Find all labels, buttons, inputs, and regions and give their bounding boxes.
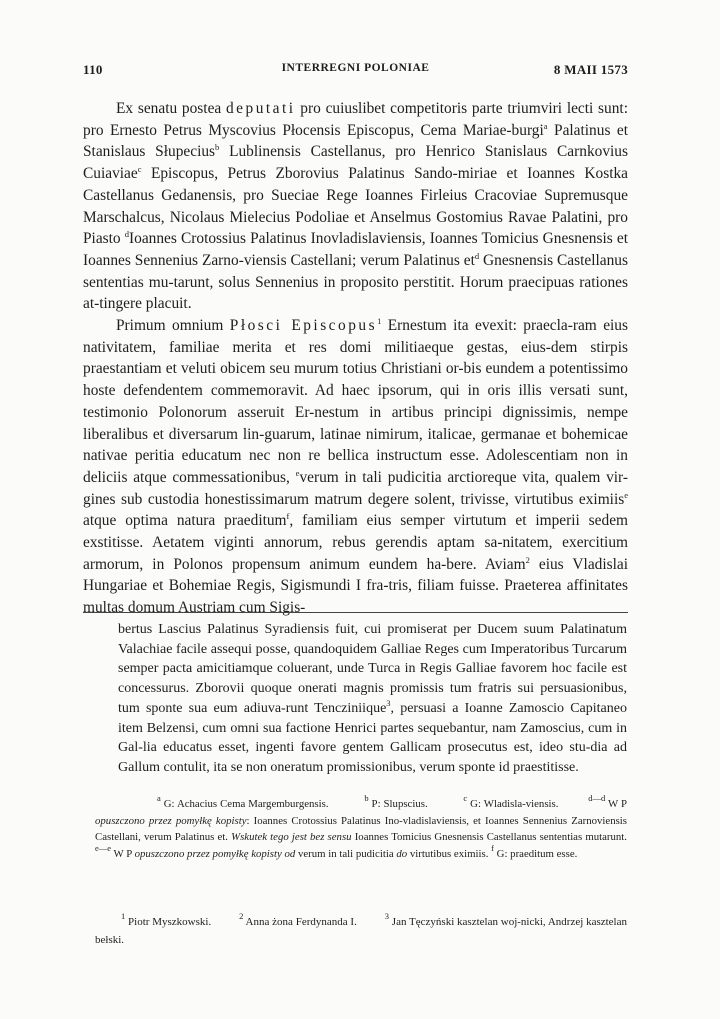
editorial-comment: Wskutek tego jest bez sensu xyxy=(231,831,352,844)
header-date: 8 MAII 1573 xyxy=(553,62,628,77)
text-run: Palatinus et Stanislaus Słupecius xyxy=(83,121,628,161)
apparatus-mark-b: b xyxy=(364,793,369,803)
text-run: verum in tali pudicitia arctioreque vita, qualem vir-gines sub custodia honestissimarum matrum degere solent, trivisse, virtutibus eximiis xyxy=(83,468,628,508)
footnote-ref-e-end: e xyxy=(624,489,628,500)
apparatus-note-d: : Ioannes Crotossius Palatinus Ino-vladislaviensis, et Ioannes Sennenius Zarnoviensis Castellani, verum Palatinus et. xyxy=(95,814,628,844)
page-number: 110 xyxy=(83,62,103,77)
footnote-ref-c: c xyxy=(137,164,142,175)
main-text xyxy=(83,98,628,619)
footnote-ref-2: 2 xyxy=(525,554,530,565)
text-run: Lublinensis Castellanus, pro Henrico Stanislaus Carnkovius Cuiaviae xyxy=(83,143,628,183)
footnote-ref-d-start: d xyxy=(124,229,129,240)
apparatus-mark-f: f xyxy=(491,843,494,854)
text-run: Ioannes Crotossius Palatinus Inovladislaviensis, Ioannes Tomicius Gnesnensis et Ioannes Sennenius Zarno-viensis Castellani; verum Palatinus et xyxy=(83,230,628,269)
text-run: Ernestum ita evexit: praecla-ram eius nativitatem, familiae merita et res domi militiaeque gestas, eius-dem stirpis praestantiam et veluti obicem seu murum totius Christiani or-bis eundem a potentissimo hoste defendentem commemoravit. Ad haec ipsorum, qui in oris illis versati sunt, testimonio Polonorum asseruit Er-nestum in artibus principi dignissimis, nempe liberalibus et diversarum lin-guarum, latinae nimirum, italicae, germanae et bohemicae nativae peritia educatum nec non re bellica instructum esse. Adolescentiam non in deliciis atque commessationibus, xyxy=(83,317,628,486)
note-mark-2: 2 xyxy=(239,911,244,921)
footnote-ref-b: b xyxy=(215,142,220,153)
historical-notes xyxy=(95,913,627,949)
text-run: , familiam eius semper virtutum et imperii sedem exstitisse. Aetatem viginti annorum, rebus gerendis aptam sa-nitatem, exercitium armorum, in Polonos propensum animum eundem ha-bere. Aviam xyxy=(83,512,629,573)
text-run: Primum omnium xyxy=(116,317,230,335)
editorial-comment: do xyxy=(396,848,408,861)
text-run: Episcopus, Petrus Zborovius Palatinus Sando-miriae et Ioannes Kostka Castellanus Gedanensis, pro Sueciae Rege Ioannes Firleius Cracoviae Supremusque Marschalcus, Nicolaus Mielecius Podoliae et Anselmus Gostomius Ravae Palatini, pro Piasto xyxy=(83,165,628,248)
running-header xyxy=(83,62,628,82)
apparatus-sources: W P xyxy=(605,798,628,810)
note-mark-1: 1 xyxy=(121,911,126,921)
note-3: Jan Tęczyński kasztelan woj-nicki, Andrzej kasztelan bełski. xyxy=(95,916,627,946)
critical-apparatus xyxy=(95,793,628,863)
apparatus-mark-a: a xyxy=(157,793,161,803)
apparatus-note-e-cont: virtutibus eximiis. xyxy=(407,848,489,861)
apparatus-mark-d: d—d xyxy=(588,793,606,803)
editorial-comment: opuszczono przez pomyłkę kopisty xyxy=(95,814,247,827)
text-run: Ex senatu postea xyxy=(116,100,226,117)
text-run: Gnesnensis Castellanus sententias mu-tarunt, solus Sennenius in proposito perstitit. Horum praecipuas rationes at-tingere placuit. xyxy=(83,251,628,313)
editorial-comment: opuszczono przez pomyłkę kopisty od xyxy=(134,848,296,861)
spaced-emphasis: Płosci Episcopus xyxy=(229,317,378,335)
apparatus-note-e: verum in tali pudicitia xyxy=(295,848,397,861)
apparatus-note-c: G: Wladisla-viensis. xyxy=(467,798,559,810)
note-2: Anna żona Ferdynanda I. xyxy=(243,916,357,928)
running-title: INTERREGNI POLONIAE xyxy=(281,62,430,74)
paragraph-2 xyxy=(83,315,628,619)
apparatus-note-a: G: Achacius Cema Margemburgensis. xyxy=(160,798,329,810)
apparatus-note-f: G: praeditum esse. xyxy=(493,848,578,861)
text-run: eius Vladislai Hungariae et Bohemiae Regis, Sigismundi I fra-tris, filiam fuisse. Praeterea affinitates multas domum Austriam cum Sigis- xyxy=(83,555,628,617)
text-run: atque optima natura praeditum xyxy=(83,512,287,530)
footnote-continuation xyxy=(118,620,627,778)
apparatus-note-d-cont: Ioannes Tomicius Gnesnensis Castellanus sententias mutarunt. xyxy=(351,831,627,844)
spaced-emphasis: deputati xyxy=(225,100,296,117)
apparatus-note-b: P: Slupscius. xyxy=(368,798,428,810)
footnote-ref-1: 1 xyxy=(377,316,382,327)
footnote-divider xyxy=(83,612,628,613)
footnote-ref-d-end: d xyxy=(474,250,480,261)
text-run: bertus Lascius Palatinus Syradiensis fuit, cui promiserat per Ducem suum Palatinatum Valachiae facile assequi posse, quandoquidem Galliae Reges cum Imperatoribus Turcarum semper pacta amicitiamque coluerant, unde Turca in Regis Galliae favorem hoc facile est concessurus. Zborovii quoque onerati magnis promissis tum fratris sui persuasionibus, tum sponte sua eum adiuva-runt Tencziniique xyxy=(118,622,627,716)
text-run: pro cuiuslibet competitoris parte triumviri lecti sunt: pro Ernesto Petrus Myscovius Płocensis Episcopus, Cema Mariae-burgi xyxy=(83,100,628,139)
note-1: Piotr Myszkowski. xyxy=(125,916,212,928)
footnote-ref-f: f xyxy=(286,511,290,522)
footnote-ref-3: 3 xyxy=(386,697,391,708)
text-run: , persuasi a Ioanne Zamoscio Capitaneo item Belzensi, cum omni sua factione Henrici partes sequebantur, nam Zamoscius, cum in Gal-lia educatus esset, ingenti favore gentem Gallicam prosecutus est, ideo stu-dia ad Gallum contulit, ita se non oneratum promissionibus, verum sponte id praestitisse. xyxy=(118,700,627,775)
apparatus-sources: W P xyxy=(111,848,135,861)
apparatus-mark-e: e—e xyxy=(95,843,112,854)
note-mark-3: 3 xyxy=(384,911,390,921)
footnote-ref-e-start: e xyxy=(295,467,300,478)
footnote-ref-a: a xyxy=(543,120,548,131)
apparatus-mark-c: c xyxy=(463,793,468,803)
paragraph-1 xyxy=(83,98,628,315)
